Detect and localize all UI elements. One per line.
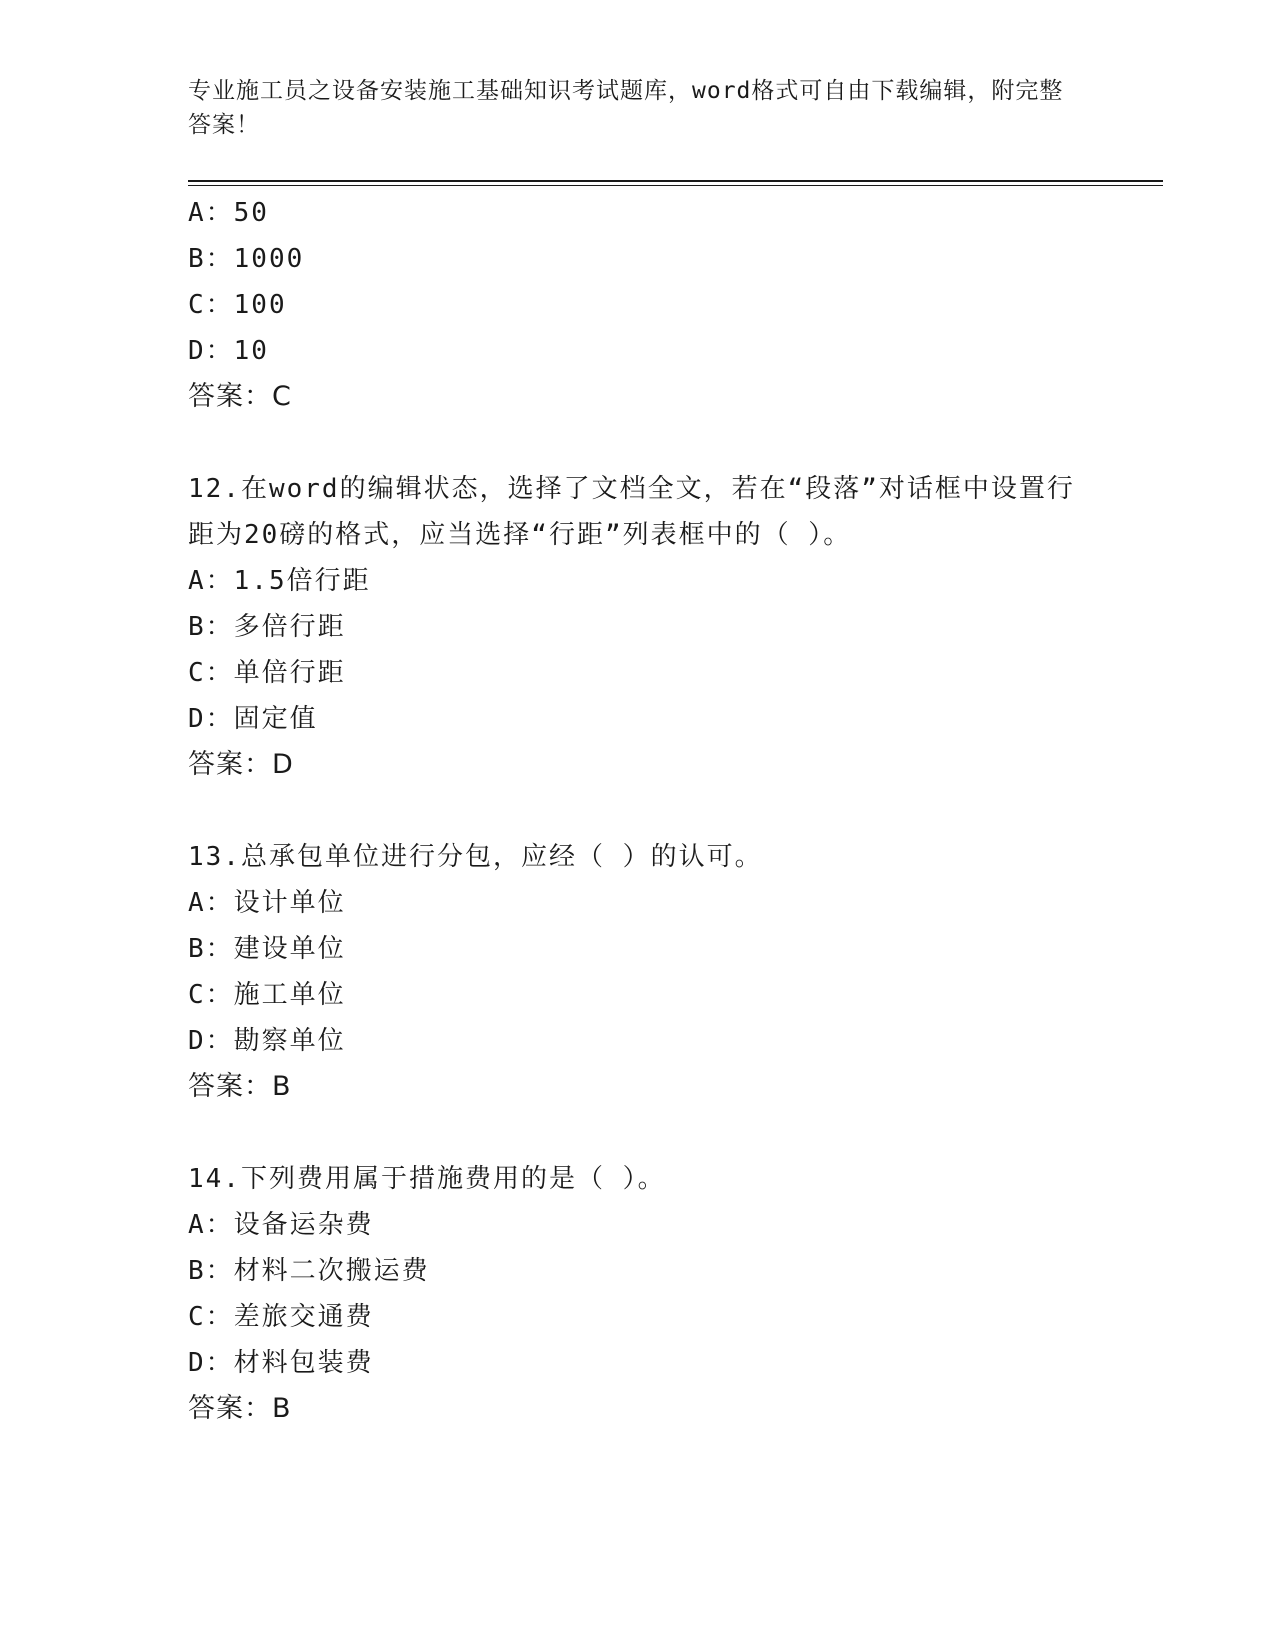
option-d: D：勘察单位 <box>188 1026 346 1056</box>
option-b: B：建设单位 <box>188 934 346 964</box>
option-d: D：10 <box>188 336 269 366</box>
option-c: C：单倍行距 <box>188 658 346 688</box>
question-stem: 12.在word的编辑状态，选择了文档全文，若在“段落”对话框中设置行距为20磅的格式，应当选择“行距”列表框中的（ ）。 <box>188 474 1075 550</box>
option-a: A：设备运杂费 <box>188 1210 374 1240</box>
spacer <box>188 788 1088 834</box>
spacer <box>188 420 1088 466</box>
header-divider-thin <box>188 185 1163 186</box>
option-b: B：材料二次搬运费 <box>188 1256 430 1286</box>
question-stem: 13.总承包单位进行分包，应经（ ）的认可。 <box>188 842 763 872</box>
option-a: A：50 <box>188 198 269 228</box>
answer-line: 答案：D <box>188 749 294 780</box>
header-divider-thick <box>188 180 1163 182</box>
option-b: B：1000 <box>188 244 305 274</box>
option-d: D：材料包装费 <box>188 1348 374 1378</box>
option-b: B：多倍行距 <box>188 612 346 642</box>
option-c: C：施工单位 <box>188 980 346 1010</box>
option-a: A：1.5倍行距 <box>188 566 371 596</box>
document-header: 专业施工员之设备安装施工基础知识考试题库，word格式可自由下载编辑，附完整答案！ <box>188 78 1064 138</box>
answer-line: 答案：B <box>188 1071 292 1102</box>
answer-line: 答案：B <box>188 1393 292 1424</box>
question-block-13 <box>188 834 1088 1110</box>
question-block-11 <box>188 190 1088 420</box>
option-a: A：设计单位 <box>188 888 346 918</box>
question-stem: 14.下列费用属于措施费用的是（ ）。 <box>188 1164 666 1194</box>
document-body <box>188 190 1088 1432</box>
question-block-14 <box>188 1156 1088 1432</box>
spacer <box>188 1110 1088 1156</box>
option-c: C：100 <box>188 290 287 320</box>
option-c: C：差旅交通费 <box>188 1302 374 1332</box>
option-d: D：固定值 <box>188 704 318 734</box>
question-block-12 <box>188 466 1088 788</box>
answer-line: 答案：C <box>188 381 292 412</box>
